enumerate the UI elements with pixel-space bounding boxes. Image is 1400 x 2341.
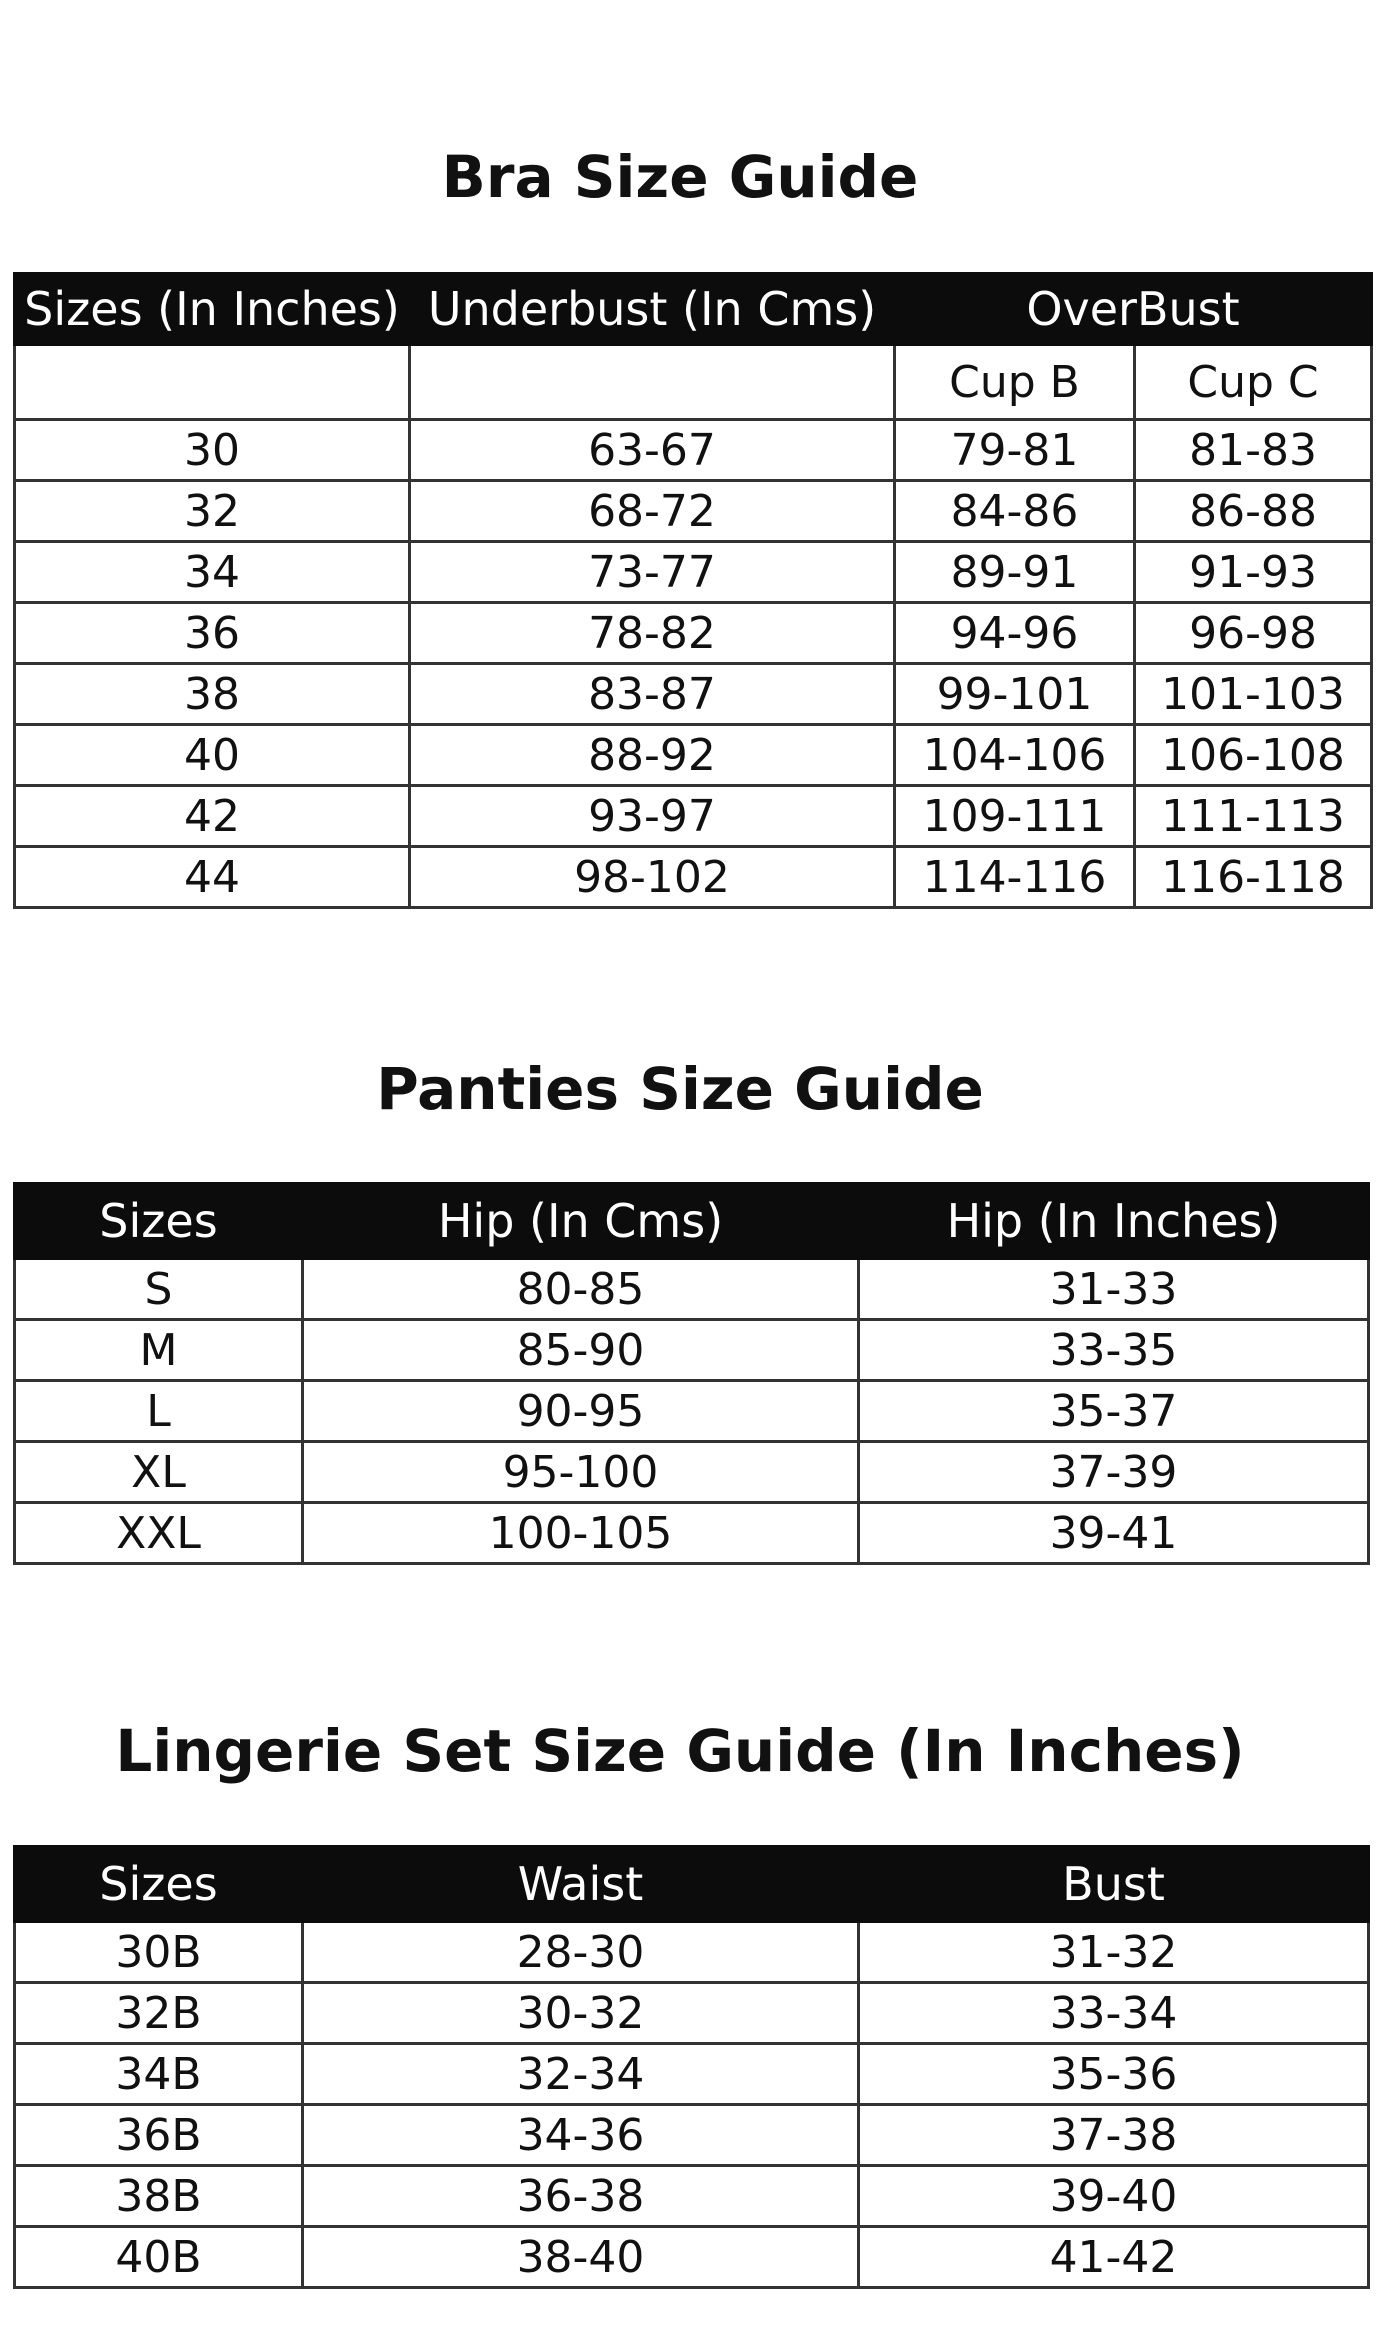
bra-cell-underbust: 78-82 [410, 603, 895, 664]
bra-cell-cup-c: 81-83 [1135, 420, 1372, 481]
lingerie-header-row [15, 1847, 1369, 1922]
bra-table-row [15, 786, 1372, 847]
panties-cell-size: S [15, 1259, 303, 1320]
bra-cell-size: 44 [15, 847, 410, 908]
bra-cell-cup-c: 96-98 [1135, 603, 1372, 664]
bra-cell-cup-c: 116-118 [1135, 847, 1372, 908]
lingerie-cell-waist: 38-40 [303, 2227, 859, 2288]
panties-table-row [15, 1381, 1369, 1442]
lingerie-cell-waist: 34-36 [303, 2105, 859, 2166]
lingerie-table-row [15, 1983, 1369, 2044]
bra-cell-cup-b: 79-81 [895, 420, 1135, 481]
lingerie-table-row [15, 2105, 1369, 2166]
bra-cell-cup-c: 101-103 [1135, 664, 1372, 725]
bra-header-underbust: Underbust (In Cms) [410, 274, 895, 345]
lingerie-cell-size: 30B [15, 1922, 303, 1983]
bra-cell-cup-b: 104-106 [895, 725, 1135, 786]
panties-cell-hip-in: 33-35 [859, 1320, 1369, 1381]
panties-cell-size: L [15, 1381, 303, 1442]
lingerie-table-row [15, 2227, 1369, 2288]
panties-header-sizes: Sizes [15, 1184, 303, 1259]
bra-cell-cup-c: 111-113 [1135, 786, 1372, 847]
panties-cell-hip-in: 31-33 [859, 1259, 1369, 1320]
lingerie-cell-bust: 35-36 [859, 2044, 1369, 2105]
bra-cell-size: 34 [15, 542, 410, 603]
lingerie-cell-waist: 28-30 [303, 1922, 859, 1983]
lingerie-cell-size: 40B [15, 2227, 303, 2288]
lingerie-cell-size: 36B [15, 2105, 303, 2166]
bra-header-overbust: OverBust [895, 274, 1372, 345]
bra-table-body [15, 420, 1372, 908]
bra-cell-cup-c: 106-108 [1135, 725, 1372, 786]
bra-cell-underbust: 83-87 [410, 664, 895, 725]
lingerie-table-row [15, 1922, 1369, 1983]
lingerie-cell-size: 32B [15, 1983, 303, 2044]
lingerie-header-bust: Bust [859, 1847, 1369, 1922]
bra-cell-underbust: 68-72 [410, 481, 895, 542]
lingerie-table-row [15, 2044, 1369, 2105]
bra-cell-underbust: 63-67 [410, 420, 895, 481]
bra-cell-size: 38 [15, 664, 410, 725]
bra-cell-underbust: 98-102 [410, 847, 895, 908]
bra-cell-cup-b: 109-111 [895, 786, 1135, 847]
bra-size-table [13, 272, 1373, 909]
lingerie-cell-waist: 32-34 [303, 2044, 859, 2105]
lingerie-header-waist: Waist [303, 1847, 859, 1922]
panties-cell-size: XL [15, 1442, 303, 1503]
bra-table-row [15, 847, 1372, 908]
bra-subheader-cup-c: Cup C [1135, 345, 1372, 420]
panties-header-row [15, 1184, 1369, 1259]
panties-cell-hip-in: 35-37 [859, 1381, 1369, 1442]
panties-table-row [15, 1503, 1369, 1564]
bra-cell-cup-b: 84-86 [895, 481, 1135, 542]
panties-size-table [13, 1182, 1370, 1565]
bra-cell-size: 36 [15, 603, 410, 664]
bra-cell-size: 32 [15, 481, 410, 542]
panties-cell-hip-in: 37-39 [859, 1442, 1369, 1503]
bra-table-row [15, 725, 1372, 786]
bra-table-row [15, 603, 1372, 664]
panties-header-hip-cm: Hip (In Cms) [303, 1184, 859, 1259]
lingerie-header-sizes: Sizes [15, 1847, 303, 1922]
panties-size-guide-title: Panties Size Guide [376, 1055, 984, 1123]
bra-cell-cup-b: 99-101 [895, 664, 1135, 725]
bra-header-row [15, 274, 1372, 345]
panties-cell-size: M [15, 1320, 303, 1381]
bra-table-row [15, 420, 1372, 481]
lingerie-cell-bust: 39-40 [859, 2166, 1369, 2227]
panties-cell-hip-cm: 90-95 [303, 1381, 859, 1442]
bra-cell-cup-b: 94-96 [895, 603, 1135, 664]
bra-cell-underbust: 93-97 [410, 786, 895, 847]
lingerie-cell-size: 34B [15, 2044, 303, 2105]
lingerie-cell-waist: 30-32 [303, 1983, 859, 2044]
lingerie-size-guide-title: Lingerie Set Size Guide (In Inches) [115, 1717, 1245, 1785]
panties-cell-hip-cm: 85-90 [303, 1320, 859, 1381]
panties-cell-hip-in: 39-41 [859, 1503, 1369, 1564]
lingerie-cell-size: 38B [15, 2166, 303, 2227]
lingerie-cell-bust: 31-32 [859, 1922, 1369, 1983]
bra-cell-cup-b: 114-116 [895, 847, 1135, 908]
bra-table-row [15, 542, 1372, 603]
bra-table-row [15, 664, 1372, 725]
panties-table-row [15, 1442, 1369, 1503]
bra-subheader-empty [410, 345, 895, 420]
bra-cell-cup-b: 89-91 [895, 542, 1135, 603]
bra-header-sizes: Sizes (In Inches) [15, 274, 410, 345]
bra-table-row [15, 481, 1372, 542]
panties-cell-size: XXL [15, 1503, 303, 1564]
lingerie-cell-bust: 33-34 [859, 1983, 1369, 2044]
lingerie-size-table [13, 1845, 1370, 2289]
panties-header-hip-in: Hip (In Inches) [859, 1184, 1369, 1259]
bra-subheader-empty [15, 345, 410, 420]
bra-cell-size: 40 [15, 725, 410, 786]
bra-cell-size: 30 [15, 420, 410, 481]
panties-table-row [15, 1320, 1369, 1381]
lingerie-table-body [15, 1922, 1369, 2288]
bra-cell-cup-c: 86-88 [1135, 481, 1372, 542]
bra-size-guide-title: Bra Size Guide [441, 143, 919, 211]
bra-cell-cup-c: 91-93 [1135, 542, 1372, 603]
lingerie-cell-waist: 36-38 [303, 2166, 859, 2227]
panties-table-body [15, 1259, 1369, 1564]
panties-cell-hip-cm: 80-85 [303, 1259, 859, 1320]
bra-subheader-row [15, 345, 1372, 420]
panties-cell-hip-cm: 95-100 [303, 1442, 859, 1503]
panties-table-row [15, 1259, 1369, 1320]
bra-cell-underbust: 73-77 [410, 542, 895, 603]
panties-cell-hip-cm: 100-105 [303, 1503, 859, 1564]
bra-cell-underbust: 88-92 [410, 725, 895, 786]
lingerie-cell-bust: 37-38 [859, 2105, 1369, 2166]
bra-cell-size: 42 [15, 786, 410, 847]
lingerie-table-row [15, 2166, 1369, 2227]
lingerie-cell-bust: 41-42 [859, 2227, 1369, 2288]
bra-subheader-cup-b: Cup B [895, 345, 1135, 420]
